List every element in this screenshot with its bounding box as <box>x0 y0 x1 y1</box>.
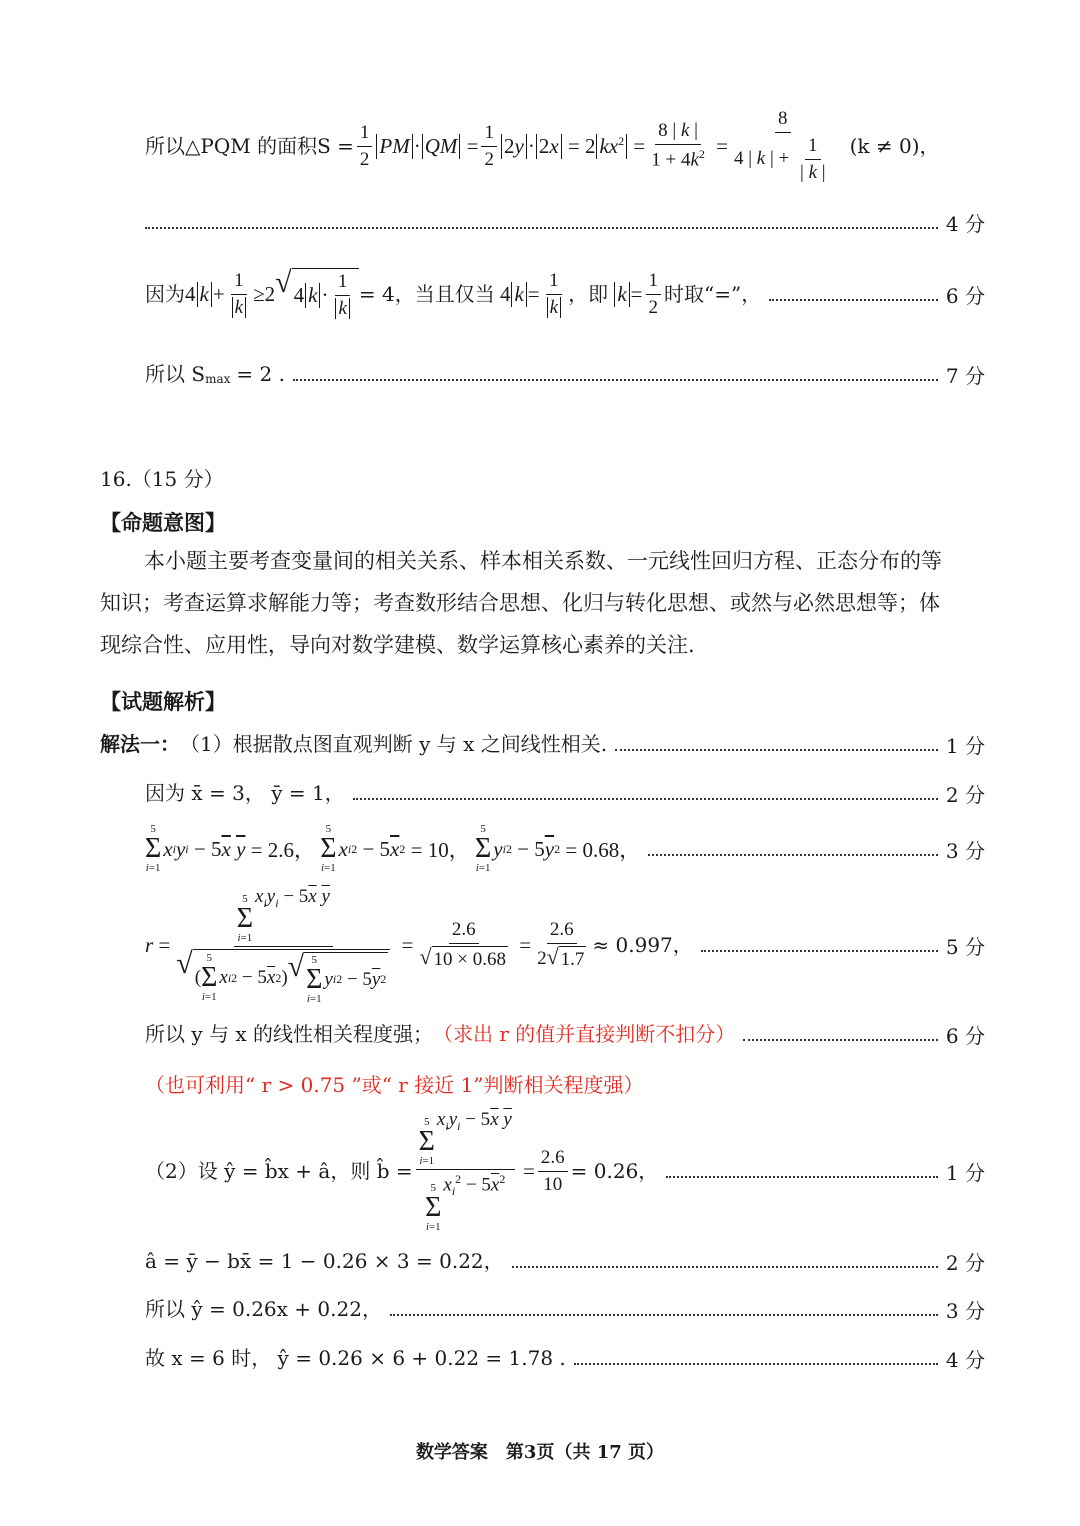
page-footer: 数学答案 第3页（共 17 页） <box>415 1442 665 1463</box>
ineq-formula: 4 k + $\frac{1}{k}$ ≥2 √ 4 k · $\frac{1}{k}$ <box>185 268 359 320</box>
dot-leader <box>648 854 938 856</box>
b-hat-formula: 5 Σ i=1 $x_iy_i - 5\overline{x}$ $\overline{y}$ 5 Σ i=1 $x_i^2 - 5\overline{x}^2$ = $\frac{2.6}{10}$ <box>413 1109 571 1232</box>
question-number: 16.（15 分） <box>100 467 224 491</box>
mean-line <box>145 780 985 806</box>
area-prefix: 所以△PQM 的面积S = <box>145 134 354 158</box>
alt-note: （也可利用“ r > 0.75 ”或“ r 接近 1”判断相关程度强） <box>145 1073 644 1097</box>
prediction-line <box>145 1345 985 1371</box>
part2-prefix: （2）设 ŷ = b̂x + â，则 b̂ = <box>145 1159 413 1183</box>
dot-leader <box>353 798 938 800</box>
equation-text: 所以 ŷ = 0.26x + 0.22， <box>145 1297 382 1321</box>
score: 4 分 <box>945 1347 985 1372</box>
dot-leader <box>701 950 938 952</box>
part1-line <box>100 731 985 757</box>
score: 6 分 <box>945 1023 985 1048</box>
sums-formula: 5 Σ i=1 x i y i − 5 $\overline{x}$ $\overline{y}$ = 2.6， 5 Σ i=1 x i 2 − 5 $\overline{x}$ 2 = 10， 5 Σ i=1 y i 2 − 5 $\overline{y}$ 2 = 0.68， <box>145 823 641 874</box>
dot-leader <box>145 227 938 229</box>
mean-text: 因为 x̄ = 3， ȳ = 1， <box>145 781 345 805</box>
r-result: ≈ 0.997， <box>592 933 693 957</box>
ineq-mid: = 4，当且仅当 <box>358 282 495 306</box>
dot-leader <box>574 1363 938 1365</box>
score: 5 分 <box>945 934 985 959</box>
intent-paragraph <box>100 540 980 666</box>
area-formula-line <box>145 106 985 186</box>
ineq-k-value: k = $\frac{1}{2}$ <box>608 270 664 319</box>
intent-line: 现综合性、应用性，导向对数学建模、数学运算核心素养的关注. <box>100 633 695 657</box>
smax-sub: max <box>205 372 231 386</box>
dot-leader <box>743 1039 938 1041</box>
dot-leader <box>615 749 938 751</box>
dot-leader <box>390 1314 938 1316</box>
dot-leader <box>769 299 938 301</box>
strong-note: （求出 r 的值并直接判断不扣分） <box>433 1022 736 1046</box>
r-formula-line <box>145 885 985 1005</box>
strong-text: 所以 y 与 x 的线性相关程度强； <box>145 1022 434 1046</box>
area-formula: $\frac{1}{2}$ PM · QM = $\frac{1}{2}$ 2y · 2x = 2 $kx^2$ = $\frac{8 | k |}{1 + 4k^2}$ = 8 4 | k | + $\frac{1}{| k |}$ <box>354 108 838 184</box>
part2-result: = 0.26， <box>570 1159 659 1183</box>
inequality-line <box>145 262 985 326</box>
score-line-4 <box>145 210 985 234</box>
dot-leader <box>666 1176 938 1178</box>
score: 1 分 <box>945 1160 985 1185</box>
dot-leader <box>293 379 938 381</box>
r-formula: r = 5 Σ i=1 $x_iy_i - 5\overline{x}$ $\overline{y}$ √ ( 5 Σ i=1 x i 2 − 5 $\overline{x}$ 2 ) √ 5 Σ i=1 y i 2 − 5 $\overline{y}$ 2 = 2.6 √ 10 × 0.68 = 2.6 2 √ 1.7 <box>145 885 585 1005</box>
prediction-text: 故 x = 6 时， ŷ = 0.26 × 6 + 0.22 = 1.78 . <box>145 1346 566 1370</box>
ineq-mid2: ，即 <box>568 282 609 306</box>
score: 2 分 <box>945 1250 985 1275</box>
area-tail: (k ≠ 0)， <box>849 134 940 158</box>
ineq-condition: 4 k = $\frac{1}{k}$ <box>495 270 568 319</box>
method-label: 解法一： <box>100 732 180 756</box>
ineq-prefix: 因为 <box>145 282 185 306</box>
alt-note-line <box>145 1072 985 1098</box>
dot-leader <box>512 1266 938 1268</box>
score: 6 分 <box>945 283 985 308</box>
part2-line <box>145 1109 985 1233</box>
intent-heading: 【命题意图】 <box>100 511 226 535</box>
smax-line <box>145 360 985 388</box>
smax-text: 所以 S <box>145 362 206 386</box>
score: 7 分 <box>945 363 985 388</box>
analysis-heading: 【试题解析】 <box>100 690 226 714</box>
sums-line <box>145 822 985 876</box>
score: 1 分 <box>945 733 985 758</box>
score: 3 分 <box>945 1298 985 1323</box>
smax-val: = 2 . <box>236 362 285 386</box>
intent-line: 知识；考查运算求解能力等；考查数形结合思想、化归与转化思想、或然与必然思想等；体 <box>100 591 940 615</box>
a-hat-text: â = ȳ − bx̄ = 1 − 0.26 × 3 = 0.22， <box>145 1249 504 1273</box>
score: 4 分 <box>945 211 985 236</box>
score: 3 分 <box>945 838 985 863</box>
a-hat-line <box>145 1248 985 1274</box>
ineq-tail: 时取“=”， <box>664 282 762 306</box>
part1-text: （1）根据散点图直观判断 y 与 x 之间线性相关. <box>180 732 608 756</box>
strong-line <box>145 1021 985 1047</box>
score: 2 分 <box>945 782 985 807</box>
intent-line: 本小题主要考查变量间的相关关系、样本相关系数、一元线性回归方程、正态分布的等 <box>144 549 942 573</box>
equation-line <box>145 1296 985 1322</box>
